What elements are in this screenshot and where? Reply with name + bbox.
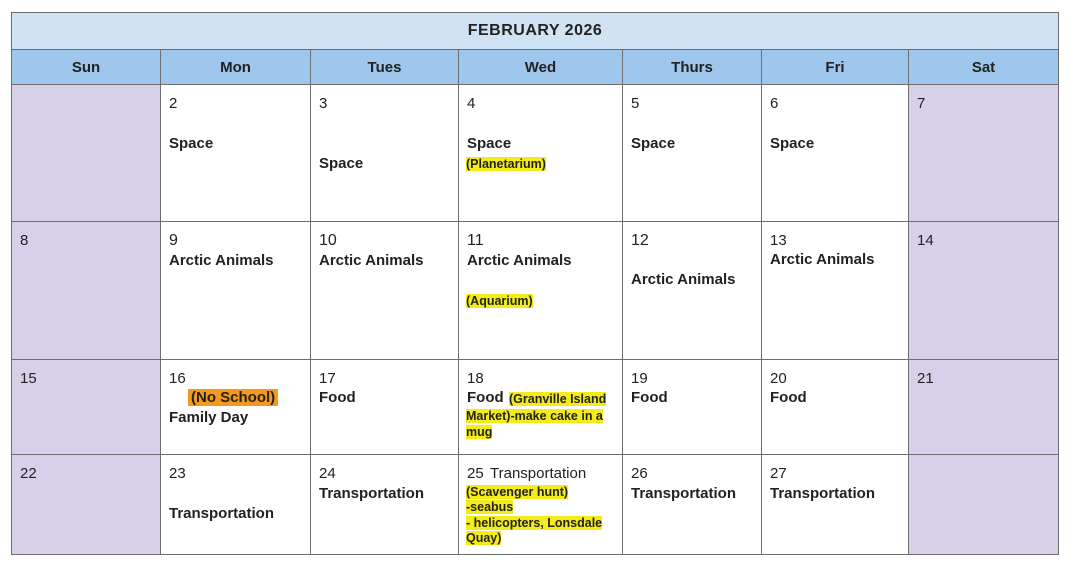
day-cell <box>623 85 762 222</box>
day-cell <box>459 222 623 360</box>
field-trip-note: Quay) <box>466 531 502 545</box>
day-number: 12 <box>631 232 649 249</box>
day-number: 25 <box>467 465 484 482</box>
day-number: 20 <box>770 370 787 387</box>
day-cell <box>762 85 909 222</box>
theme-label: Transportation <box>490 465 587 482</box>
theme-label: Space <box>319 155 364 172</box>
theme-label: Transportation <box>770 485 876 502</box>
day-cell <box>12 222 161 360</box>
field-trip-note: mug <box>466 425 493 439</box>
day-cell <box>161 455 311 555</box>
theme-label: Arctic Animals <box>467 252 572 269</box>
day-header-wed: Wed <box>459 50 623 85</box>
day-header-sun: Sun <box>12 50 161 85</box>
day-cell <box>623 222 762 360</box>
day-cell <box>623 455 762 555</box>
day-number: 17 <box>319 370 336 387</box>
theme-label: Food <box>770 389 807 406</box>
day-header-thu: Thurs <box>623 50 762 85</box>
day-cell <box>909 455 1059 555</box>
day-cell <box>909 360 1059 455</box>
day-number: 9 <box>169 232 178 249</box>
day-number: 3 <box>319 95 328 112</box>
day-number: 7 <box>917 95 926 112</box>
day-number: 26 <box>631 465 648 482</box>
day-cell <box>762 222 909 360</box>
day-cell <box>909 222 1059 360</box>
theme-label: Space <box>770 135 815 152</box>
field-trip-note: (Planetarium) <box>466 157 546 171</box>
day-number: 6 <box>770 95 779 112</box>
day-number: 23 <box>169 465 186 482</box>
day-cell <box>459 455 623 555</box>
day-header-sat: Sat <box>909 50 1059 85</box>
day-cell <box>459 360 623 455</box>
theme-label: Food <box>319 389 356 406</box>
day-cell <box>909 85 1059 222</box>
theme-label: Arctic Animals <box>169 252 274 269</box>
day-number: 4 <box>467 95 476 112</box>
theme-label: Transportation <box>631 485 737 502</box>
day-header-mon: Mon <box>161 50 311 85</box>
field-trip-note: - helicopters, Lonsdale <box>466 516 603 530</box>
day-cell <box>12 455 161 555</box>
day-number: 22 <box>20 465 37 482</box>
day-cell <box>762 455 909 555</box>
day-cell <box>161 222 311 360</box>
theme-label: Space <box>169 135 214 152</box>
day-cell <box>311 360 459 455</box>
theme-label: Family Day <box>169 409 249 426</box>
day-number: 2 <box>169 95 178 112</box>
day-number: 10 <box>319 232 337 249</box>
theme-label: Transportation <box>169 505 275 522</box>
day-header-tue: Tues <box>311 50 459 85</box>
theme-label: Space <box>467 135 512 152</box>
calendar-table <box>11 12 1059 555</box>
field-trip-note: (Granville Island <box>509 392 607 406</box>
day-cell <box>311 85 459 222</box>
theme-label: Arctic Animals <box>770 251 875 268</box>
day-number: 18 <box>467 370 484 387</box>
day-cell <box>311 222 459 360</box>
field-trip-note: (Aquarium) <box>466 294 533 308</box>
day-number: 5 <box>631 95 640 112</box>
day-cell <box>161 360 311 455</box>
theme-label: Arctic Animals <box>319 252 424 269</box>
day-number: 15 <box>20 370 37 387</box>
day-cell <box>161 85 311 222</box>
day-number: 8 <box>20 232 29 249</box>
day-number: 16 <box>169 370 186 387</box>
day-number: 11 <box>467 232 484 249</box>
day-cell <box>623 360 762 455</box>
field-trip-note: Market)-make cake in a <box>466 409 603 423</box>
day-number: 24 <box>319 465 336 482</box>
theme-label: Transportation <box>319 485 425 502</box>
theme-label: Arctic Animals <box>631 271 736 288</box>
day-number: 14 <box>917 232 934 249</box>
day-header-fri: Fri <box>762 50 909 85</box>
day-number: 19 <box>631 370 648 387</box>
field-trip-note: -seabus <box>466 500 514 514</box>
day-cell <box>762 360 909 455</box>
day-cell <box>12 360 161 455</box>
day-number: 27 <box>770 465 787 482</box>
no-school-badge: (No School) <box>188 389 278 406</box>
theme-label: Food <box>467 389 504 406</box>
day-cell <box>12 85 161 222</box>
day-number: 21 <box>917 370 934 387</box>
day-cell <box>459 85 623 222</box>
calendar-title: FEBRUARY 2026 <box>12 13 1059 50</box>
theme-label: Space <box>631 135 676 152</box>
field-trip-note: (Scavenger hunt) <box>466 485 569 499</box>
day-number: 13 <box>770 232 787 249</box>
day-cell <box>311 455 459 555</box>
theme-label: Food <box>631 389 668 406</box>
